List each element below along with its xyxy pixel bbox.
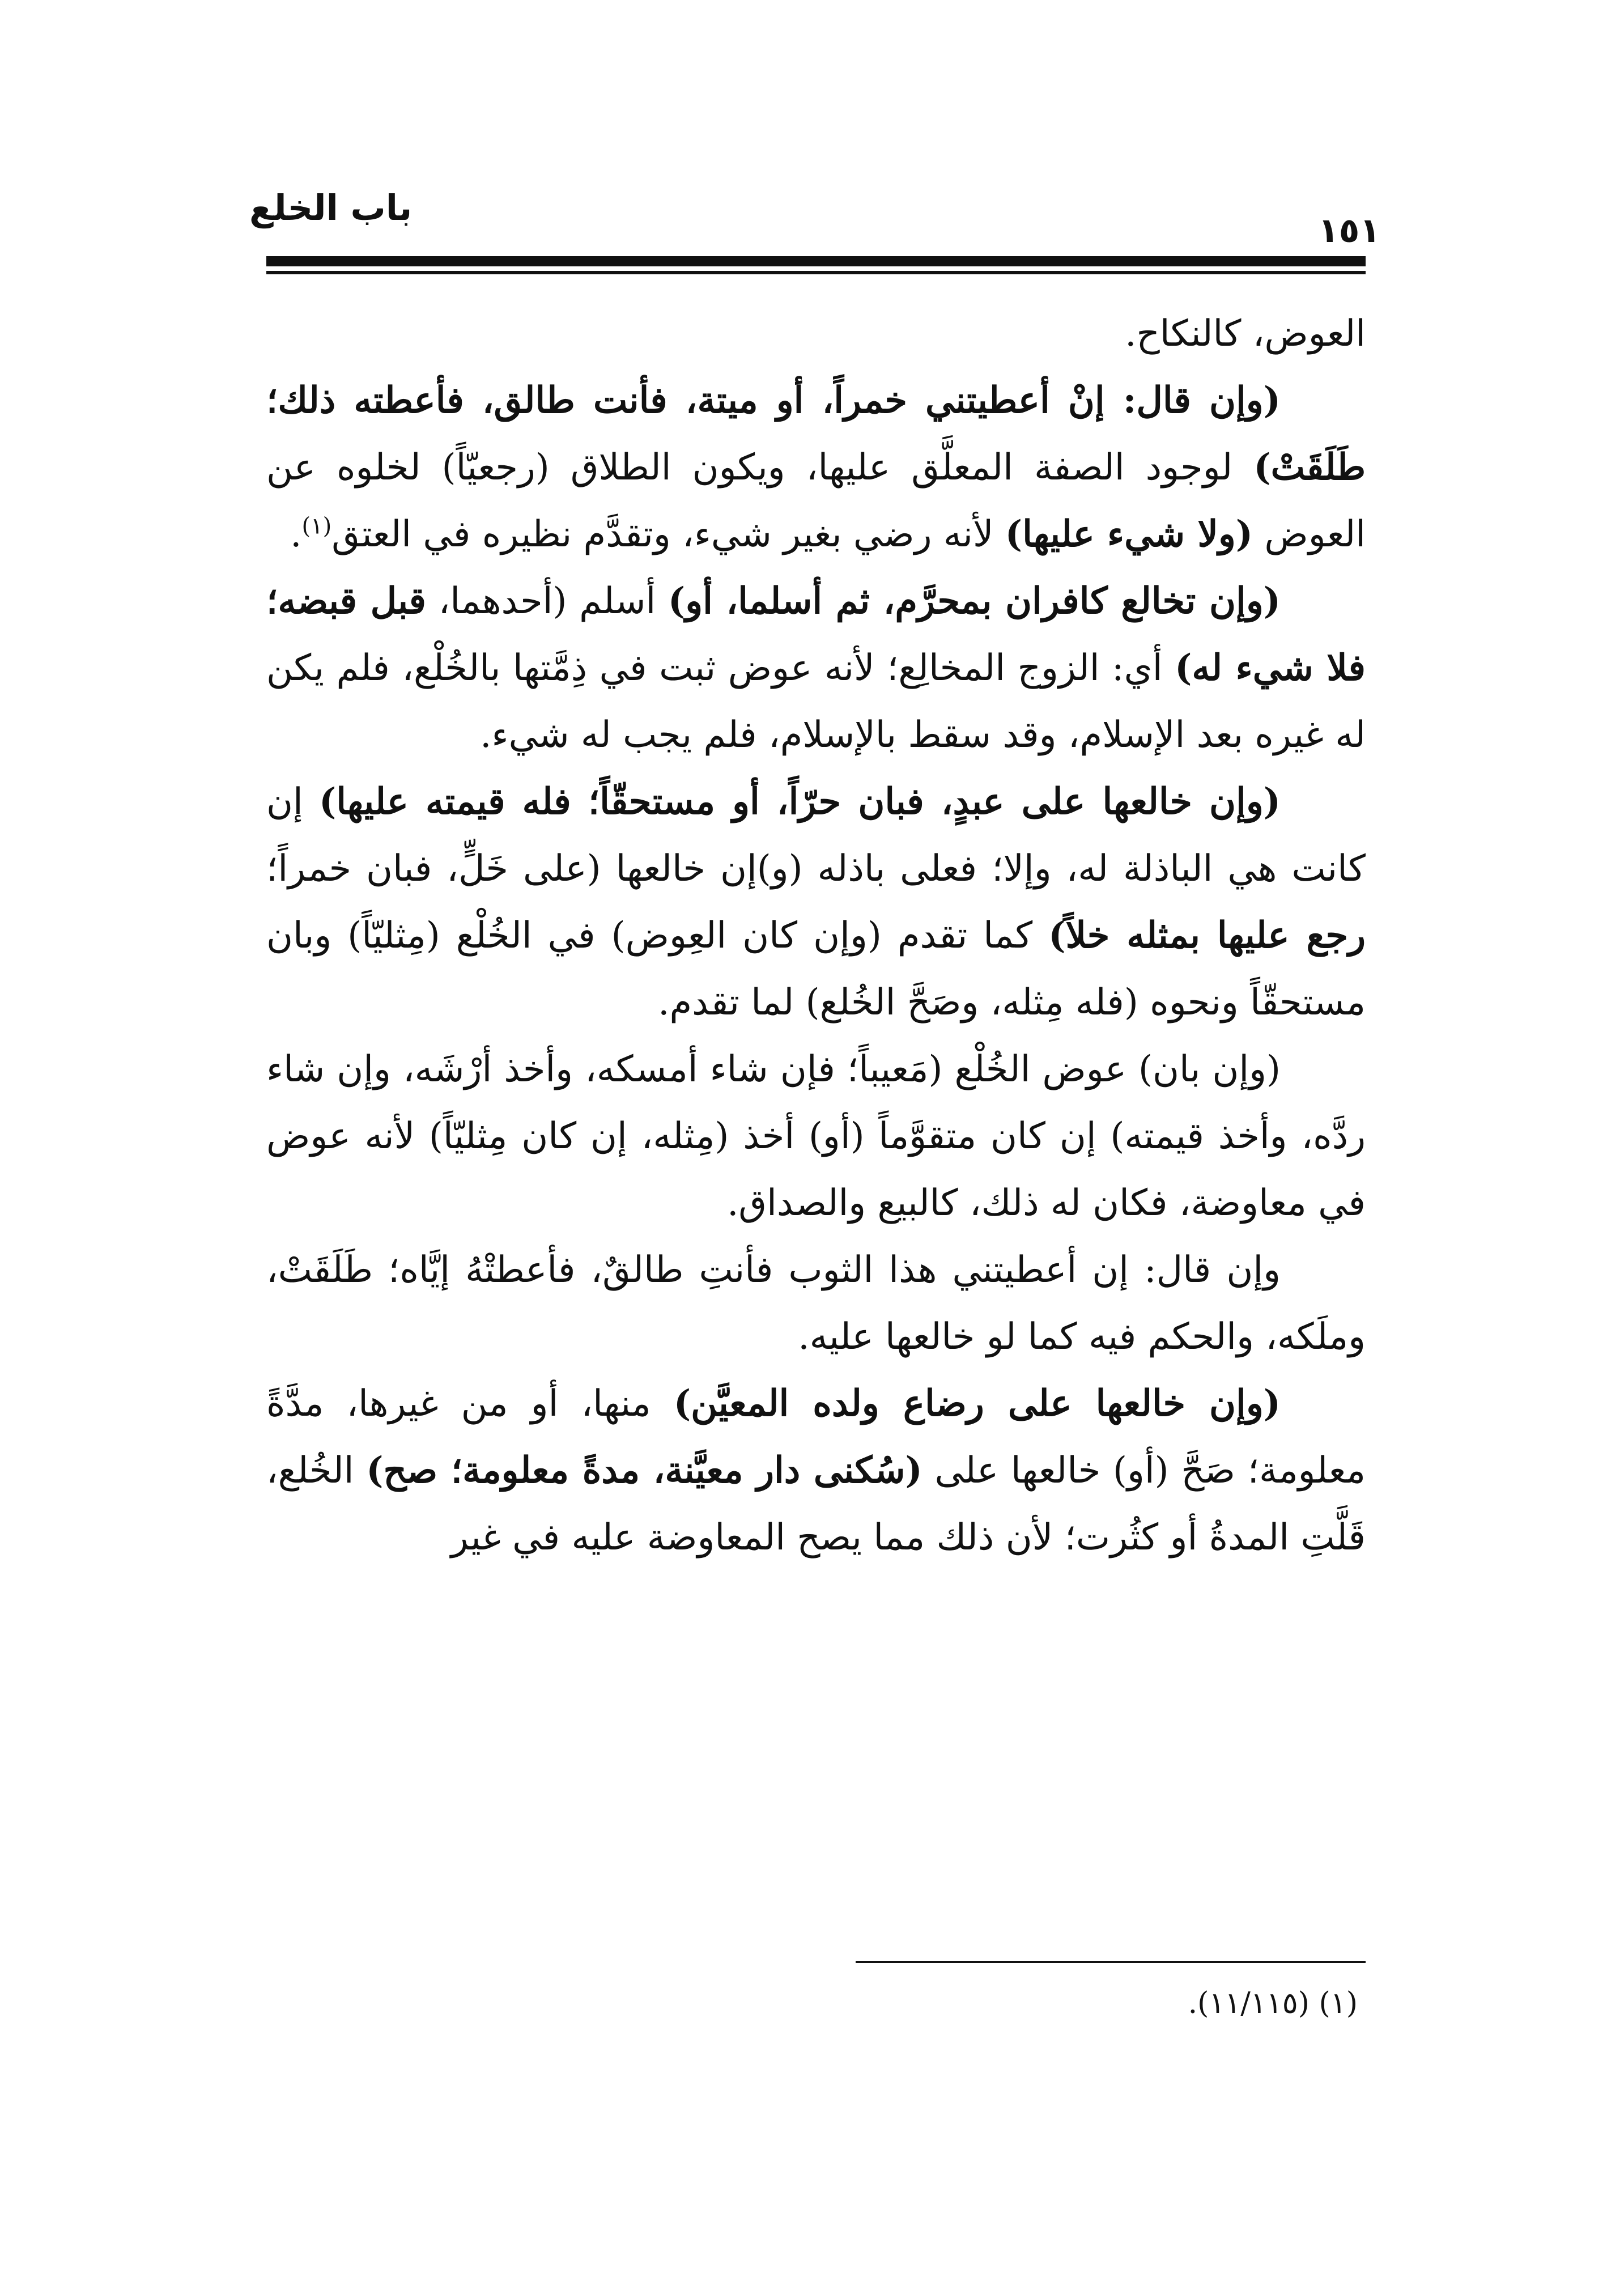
paragraph-4-bold-1: (وإن خالعها على عبدٍ، فبان حرّاً، أو مستحقّاً؛ فله قيمته عليها) [318, 780, 1281, 823]
paragraph-5 [266, 1036, 1366, 1237]
paragraph-4 [266, 768, 1366, 1036]
paragraph-2-text-1: لوجود الصفة المعلَّق عليها، ويكون الطلاق (رجعيّاً) لخلوه عن العوض [266, 447, 1366, 555]
paragraph-6 [266, 1237, 1366, 1370]
header-rule-thick [266, 256, 1366, 266]
paragraph-4-text-2: كما تقدم (وإن كان العِوض) في الخُلْع (مِثليّاً) وبان مستحقّاً ونحوه (فله مِثله، وصَحَّ الخُلع) لما تقدم. [266, 915, 1366, 1024]
header-rule-thin [266, 271, 1366, 274]
paragraph-4-text-1: إن كانت هي الباذلة له، وإلا؛ فعلى باذله (و)إن خالعها (على خَلٍّ، فبان خمراً؛ [266, 781, 1366, 890]
footnote-reference: (١) [301, 513, 332, 540]
paragraph-3-bold-1: (وإن تخالع كافران بمحرَّم، ثم أسلما، أو) [668, 580, 1281, 622]
paragraph-7-text-1: منها، أو من غيرها، مدَّةً معلومة؛ صَحَّ (أو) خالعها على [266, 1383, 1366, 1492]
paragraph-7 [266, 1370, 1366, 1571]
paragraph-2-end: . [290, 513, 302, 555]
paragraph-3-bold-2: قبل قبضه؛ فلا شيء له) [266, 580, 1366, 689]
paragraph-7-text-2: الخُلع، قَلَّتِ المدةُ أو كثُرت؛ لأن ذلك مما يصح المعاوضة عليه في غير [266, 1450, 1366, 1559]
paragraph-2-bold-2: (ولا شيء عليها) [1005, 513, 1253, 555]
paragraph-5-text: (وإن بان) عوض الخُلْع (مَعيباً؛ فإن شاء أمسكه، وأخذ أرْشَه، وإن شاء ردَّه، وأخذ قيمته) إن كان متقوَّماً (أو) أخذ (مِثله، إن كان مِثليّاً) لأنه عوض في معاوضة، فكان له ذلك، كالبيع والصداق. [266, 1048, 1366, 1224]
paragraph-3-text-2: أي: الزوج المخالِع؛ لأنه عوض ثبت في ذِمَّتها بالخُلْع، فلم يكن له غيره بعد الإسلام، وقد سقط بالإسلام، فلم يجب له شيء. [266, 647, 1366, 756]
page-number: ١٥١ [1318, 211, 1380, 250]
body-text [266, 300, 1366, 1571]
paragraph-3 [266, 568, 1366, 768]
footnote: (١) (١١/١١٥). [1188, 1986, 1358, 2020]
header-rule [266, 256, 1366, 275]
footnote-separator [856, 1961, 1366, 1963]
paragraph-1 [266, 300, 1366, 367]
paragraph-7-bold-1: (وإن خالعها على رضاع ولده المعيَّن) [673, 1382, 1281, 1425]
paragraph-1-text: العوض، كالنكاح. [1125, 313, 1366, 355]
paragraph-3-text-1: أسلم (أحدهما، [426, 580, 668, 622]
paragraph-4-bold-2: رجع عليها بمثله خلاً) [1048, 914, 1366, 957]
paragraph-2-bold-1: (وإن قال: إنْ أعطيتني خمراً، أو ميتة، فأنت طالق، فأعطته ذلك؛ طَلَقَتْ) [266, 379, 1366, 489]
paragraph-7-bold-2: (سُكنى دار معيَّنة، مدةً معلومة؛ صح) [366, 1449, 922, 1492]
chapter-title: باب الخلع [249, 187, 413, 228]
paragraph-2-text-2: لأنه رضي بغير شيء، وتقدَّم نظيره في العتق [331, 513, 1005, 555]
paragraph-6-text: وإن قال: إن أعطيتني هذا الثوب فأنتِ طالقٌ، فأعطتْهُ إيَّاه؛ طَلَقَتْ، وملَكه، والحكم فيه كما لو خالعها عليه. [266, 1249, 1366, 1358]
paragraph-2 [266, 367, 1366, 568]
